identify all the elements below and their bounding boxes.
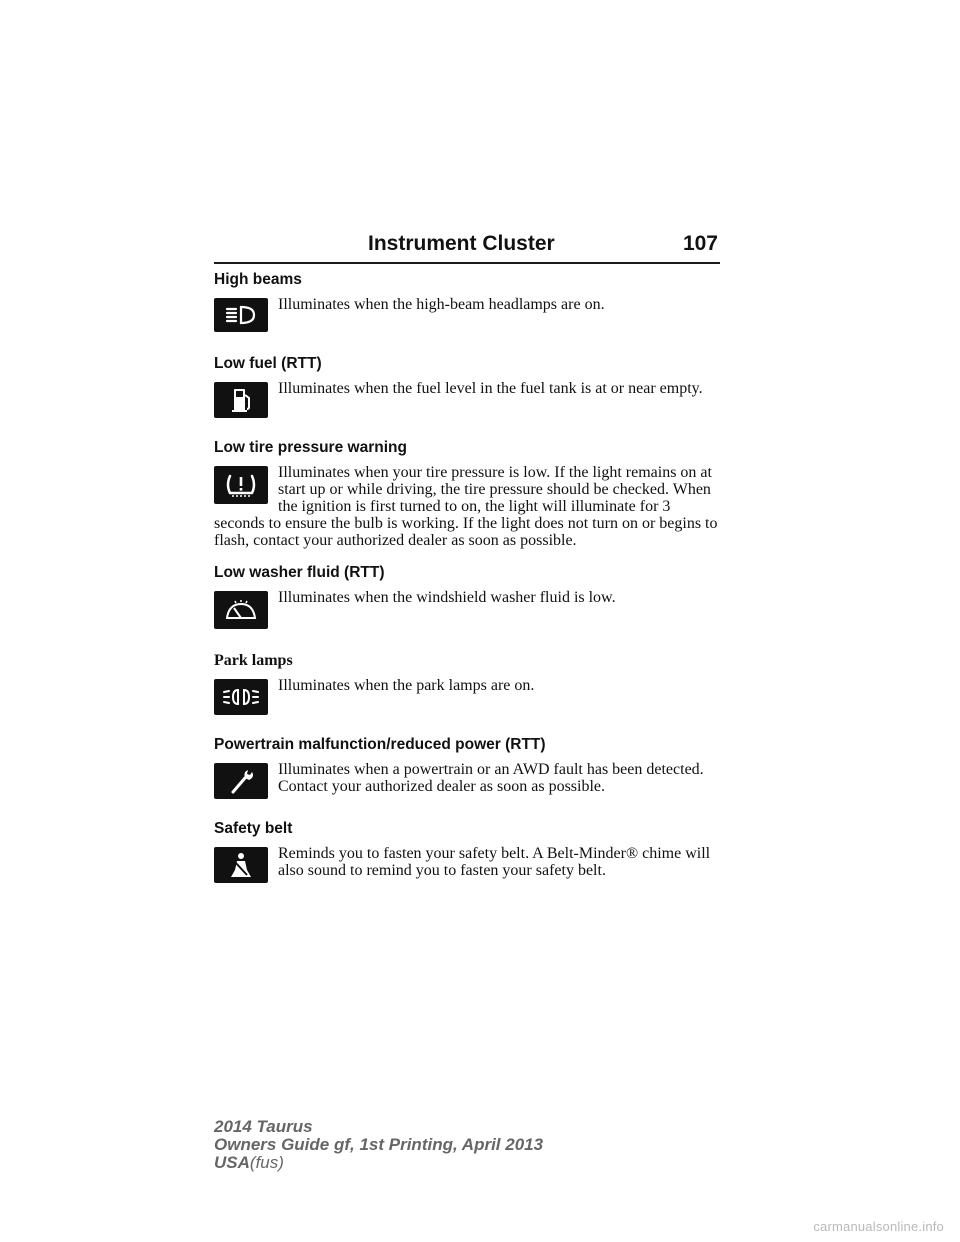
safety-belt-icon [214,847,268,883]
section-low-fuel [214,354,720,424]
page-title: Instrument Cluster [368,232,555,255]
section-body [214,380,720,424]
section-text: Illuminates when your tire pressure is low. If the light remains on at start up or while driving, the tire pressure should be checked. When the ignition is first turned to on, the light will illuminate for 3 seconds to ensure the bulb is working. If the light does not turn on or begins to flash, contact your authorized dealer as soon as possible. [214,464,718,549]
page-header [214,232,720,264]
section-safety-belt [214,819,720,889]
watermark: carmanualsonline.info [813,1219,944,1234]
section-low-tire-pressure [214,438,720,549]
footer-guide-info: Owners Guide gf, 1st Printing, April 2013 [214,1135,544,1154]
section-text: Reminds you to fasten your safety belt. A Belt-Minder® chime will also sound to remind you to fasten your safety belt. [278,845,711,879]
section-body [214,464,720,549]
section-heading: Low washer fluid (RTT) [214,564,385,581]
section-heading: Low tire pressure warning [214,439,407,456]
section-heading: Safety belt [214,820,293,837]
section-body [214,845,720,889]
footer-model: 2014 Taurus [214,1117,313,1136]
section-body [214,589,720,635]
section-text: Illuminates when the park lamps are on. [278,677,535,694]
section-powertrain-malfunction [214,735,720,805]
washer-fluid-icon [214,591,268,629]
high-beam-icon [214,298,268,332]
section-low-washer-fluid [214,563,720,635]
section-text: Illuminates when the windshield washer fluid is low. [278,589,616,606]
footer-region-sub: (fus) [249,1153,284,1172]
section-text: Illuminates when a powertrain or an AWD fault has been detected. Contact your authorized dealer as soon as possible. [278,761,704,795]
section-heading: Low fuel (RTT) [214,355,322,372]
section-body [214,296,720,338]
page-number: 107 [682,232,718,255]
fuel-pump-icon [214,382,268,418]
park-lamps-icon [214,679,268,715]
section-park-lamps [214,651,720,721]
footer-region-code: USA [214,1153,250,1172]
page-content [214,270,720,899]
section-heading: High beams [214,271,302,288]
section-body [214,761,720,805]
section-heading: Powertrain malfunction/reduced power (RTT) [214,736,546,753]
tire-pressure-icon [214,466,268,504]
footer-region [214,1154,543,1172]
section-text: Illuminates when the fuel level in the fuel tank is at or near empty. [278,380,703,397]
section-heading: Park lamps [214,652,293,669]
section-text: Illuminates when the high-beam headlamps are on. [278,296,605,313]
wrench-icon [214,763,268,799]
section-high-beams [214,270,720,338]
section-body [214,677,720,721]
document-footer [214,1118,543,1172]
